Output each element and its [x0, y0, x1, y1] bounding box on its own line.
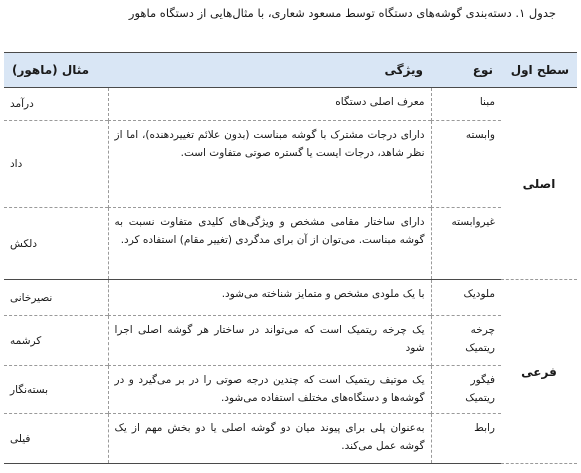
table-row: [4, 366, 577, 414]
type-cell: مبنا: [431, 88, 501, 121]
feature-cell: با یک ملودی مشخص و متمایز شناخته می‌شود.: [108, 280, 431, 316]
type-cell: ملودیک: [431, 280, 501, 316]
example-cell: فیلی: [4, 414, 108, 464]
type-cell: فیگور ریتمیک: [431, 366, 501, 414]
feature-cell: دارای ساختار مقامی مشخص و ویژگی‌های کلیدی متفاوت نسبت به گوشه مبناست. می‌توان از آن برای مدگردی (تغییر مقام) استفاده کرد.: [108, 208, 431, 280]
header-row: [4, 53, 577, 88]
feature-cell: به‌عنوان پلی برای پیوند میان دو گوشه اصلی یا دو بخش مهم از یک گوشه عمل می‌کند.: [108, 414, 431, 464]
type-cell: غیروابسته: [431, 208, 501, 280]
table-row: [4, 414, 577, 464]
table-row: [4, 121, 577, 208]
type-cell: وابسته: [431, 121, 501, 208]
example-cell: درآمد: [4, 88, 108, 121]
level-cell-main: اصلی: [501, 88, 577, 280]
example-cell: نصیرخانی: [4, 280, 108, 316]
example-cell: کرشمه: [4, 316, 108, 366]
feature-cell: معرف اصلی دستگاه: [108, 88, 431, 121]
feature-cell: یک چرخه ریتمیک است که می‌تواند در ساختار هر گوشه اصلی اجرا شود: [108, 316, 431, 366]
feature-cell: دارای درجات مشترک با گوشه مبناست (بدون علائم تغییردهنده)، اما از نظر شاهد، درجات ایست یا گستره صوتی متفاوت است.: [108, 121, 431, 208]
table-row: [4, 280, 577, 316]
header-level: سطح اول: [501, 53, 577, 88]
level-cell-sub: فرعی: [501, 280, 577, 464]
example-cell: بسته‌نگار: [4, 366, 108, 414]
table-row: [4, 316, 577, 366]
header-type: نوع: [431, 53, 501, 88]
header-example: مثال (ماهور): [4, 53, 108, 88]
example-cell: دلکش: [4, 208, 108, 280]
example-cell: داد: [4, 121, 108, 208]
table-row: [4, 208, 577, 280]
table-row: [4, 88, 577, 121]
gusheh-classification-table: [4, 52, 577, 464]
type-cell: رابط: [431, 414, 501, 464]
table-caption: جدول ۱. دسته‌بندی گوشه‌های دستگاه توسط مسعود شعاری، با مثال‌هایی از دستگاه ماهور: [128, 6, 556, 20]
type-cell: چرخه ریتمیک: [431, 316, 501, 366]
header-feature: ویژگی: [108, 53, 431, 88]
feature-cell: یک موتیف ریتمیک است که چندین درجه صوتی را در بر می‌گیرد و در گوشه‌ها و دستگاه‌های مختلف استفاده می‌شود.: [108, 366, 431, 414]
